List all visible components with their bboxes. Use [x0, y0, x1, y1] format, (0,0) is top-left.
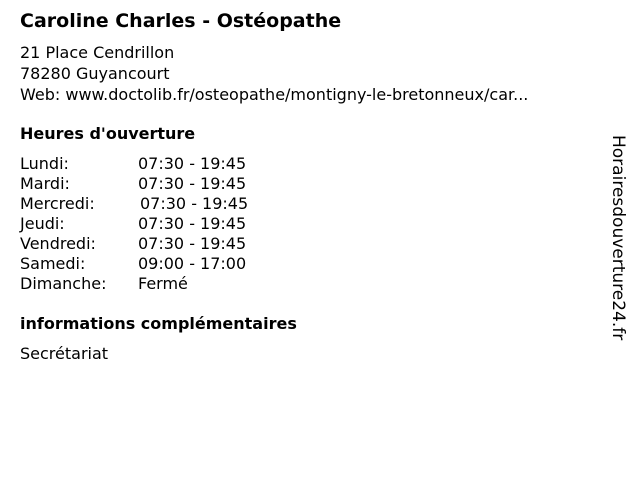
website-label: Web:	[20, 85, 61, 104]
extra-info-text: Secrétariat	[20, 344, 109, 363]
hours-day: Jeudi:	[20, 214, 65, 233]
address-street: 21 Place Cendrillon	[20, 43, 175, 62]
hours-time: 07:30 - 19:45	[138, 234, 247, 253]
hours-day: Dimanche:	[20, 274, 107, 293]
hours-day: Samedi:	[20, 254, 86, 273]
hours-time: 07:30 - 19:45	[138, 174, 247, 193]
hours-time: 09:00 - 17:00	[138, 254, 247, 273]
site-watermark: Horairesdouverture24.fr	[608, 135, 628, 341]
extra-info-heading: informations complémentaires	[20, 314, 297, 333]
website-line	[20, 85, 528, 105]
hours-time: 07:30 - 19:45	[138, 154, 247, 173]
hours-day: Mardi:	[20, 174, 70, 193]
hours-day: Vendredi:	[20, 234, 96, 253]
business-name: Caroline Charles - Ostéopathe	[20, 10, 342, 32]
hours-day: Mercredi:	[20, 194, 95, 213]
hours-time: 07:30 - 19:45	[140, 194, 249, 213]
website-link[interactable]: www.doctolib.fr/osteopathe/montigny-le-bretonneux/car...	[65, 85, 529, 104]
hours-time: Fermé	[138, 274, 188, 293]
hours-day: Lundi:	[20, 154, 69, 173]
hours-time: 07:30 - 19:45	[138, 214, 247, 233]
address-city: 78280 Guyancourt	[20, 64, 170, 83]
opening-hours-heading: Heures d'ouverture	[20, 124, 196, 143]
